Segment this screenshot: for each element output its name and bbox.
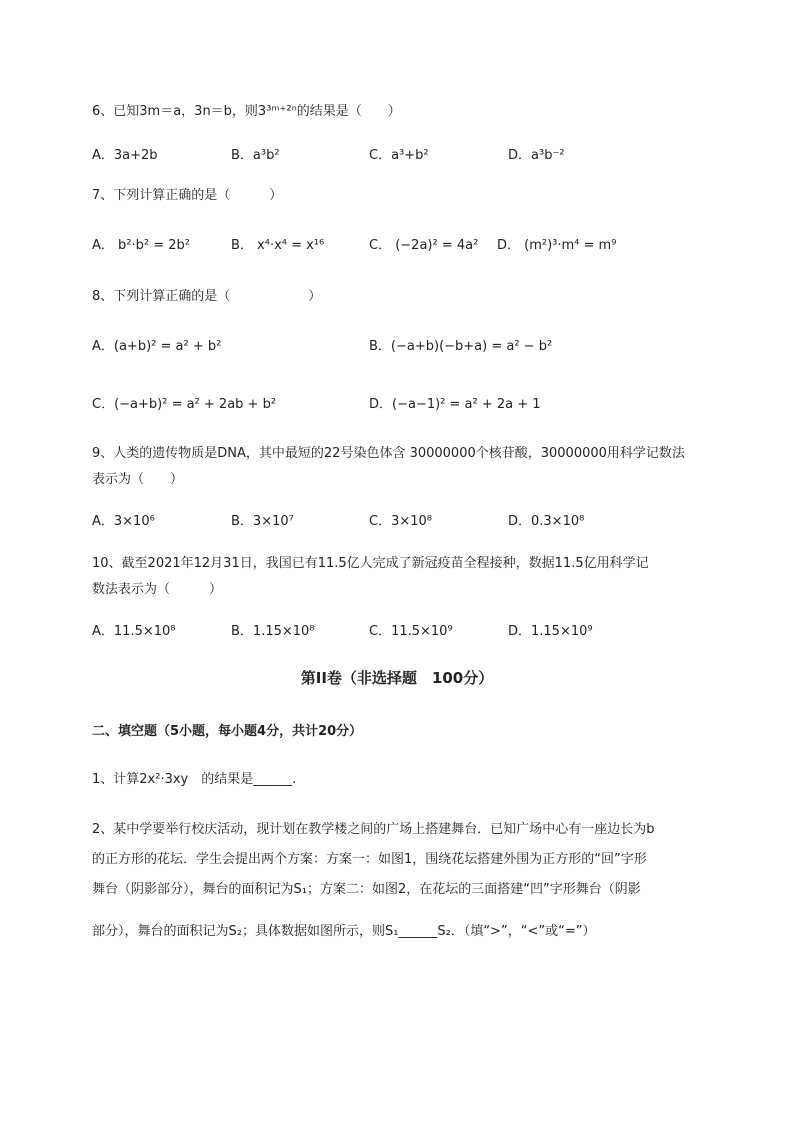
question-6-option-a: A．3a+2b xyxy=(92,148,158,163)
question-7-option-d: D． (m²)³·m⁴ = m⁹ xyxy=(497,238,617,253)
question-7-option-a: A． b²·b² = 2b² xyxy=(92,238,190,253)
question-6-option-d: D．a³b⁻² xyxy=(508,148,565,163)
fill-question-1: 1、计算2x²·3xy 的结果是______. xyxy=(92,772,297,787)
question-10-stem-line2: 数法表示为（ ） xyxy=(92,582,223,597)
fill-question-2-line1: 2、某中学要举行校庆活动，现计划在教学楼之间的广场上搭建舞台．已知广场中心有一座边长为b xyxy=(92,822,655,837)
question-10-option-c: C．11.5×10⁹ xyxy=(369,624,453,639)
part2-heading: 二、填空题（5小题，每小题4分，共计20分） xyxy=(92,724,363,739)
question-8-option-b: B．(−a+b)(−b+a) = a² − b² xyxy=(369,339,553,354)
question-10-stem-line1: 10、截至2021年12月31日，我国已有11.5亿人完成了新冠疫苗全程接种，数据11.5亿用科学记 xyxy=(92,556,649,571)
section-title: 第II卷（非选择题 100分） xyxy=(300,669,494,687)
question-9-option-a: A．3×10⁶ xyxy=(92,514,155,529)
fill-question-2-line3: 舞台（阴影部分），舞台的面积记为S₁；方案二：如图2，在花坛的三面搭建“凹”字形舞台（阴影 xyxy=(92,882,641,897)
question-10-option-b: B．1.15×10⁸ xyxy=(231,624,315,639)
question-7-option-c: C． (−2a)² = 4a² xyxy=(369,238,479,253)
question-6-option-b: B．a³b² xyxy=(231,148,280,163)
question-10-option-d: D．1.15×10⁹ xyxy=(508,624,593,639)
question-6-option-c: C．a³+b² xyxy=(369,148,429,163)
question-9-stem-line2: 表示为（ ） xyxy=(92,472,184,487)
question-8-option-c: C．(−a+b)² = a² + 2ab + b² xyxy=(92,397,277,412)
question-8-option-a: A．(a+b)² = a² + b² xyxy=(92,339,222,354)
question-10-option-a: A．11.5×10⁸ xyxy=(92,624,176,639)
question-8-stem: 8、下列计算正确的是（ ） xyxy=(92,289,322,304)
question-8-option-d: D．(−a−1)² = a² + 2a + 1 xyxy=(369,397,541,412)
question-9-option-b: B．3×10⁷ xyxy=(231,514,294,529)
question-9-option-d: D．0.3×10⁸ xyxy=(508,514,585,529)
question-7-option-b: B． x⁴·x⁴ = x¹⁶ xyxy=(231,238,325,253)
question-7-stem: 7、下列计算正确的是（ ） xyxy=(92,188,283,203)
question-9-stem-line1: 9、人类的遗传物质是DNA，其中最短的22号染色体含 30000000个核苷酸，30000000用科学记数法 xyxy=(92,446,685,461)
fill-question-2-line2: 的正方形的花坛．学生会提出两个方案：方案一：如图1，围绕花坛搭建外围为正方形的“回”字形 xyxy=(92,852,647,867)
fill-question-2-line4: 部分），舞台的面积记为S₂；具体数据如图所示，则S₁______S₂．（填“>”，“<”或“=”） xyxy=(92,924,596,939)
question-9-option-c: C．3×10⁸ xyxy=(369,514,432,529)
question-6-stem: 6、已知3m＝a，3n＝b，则3³ᵐ⁺²ⁿ的结果是（ ） xyxy=(92,104,401,119)
